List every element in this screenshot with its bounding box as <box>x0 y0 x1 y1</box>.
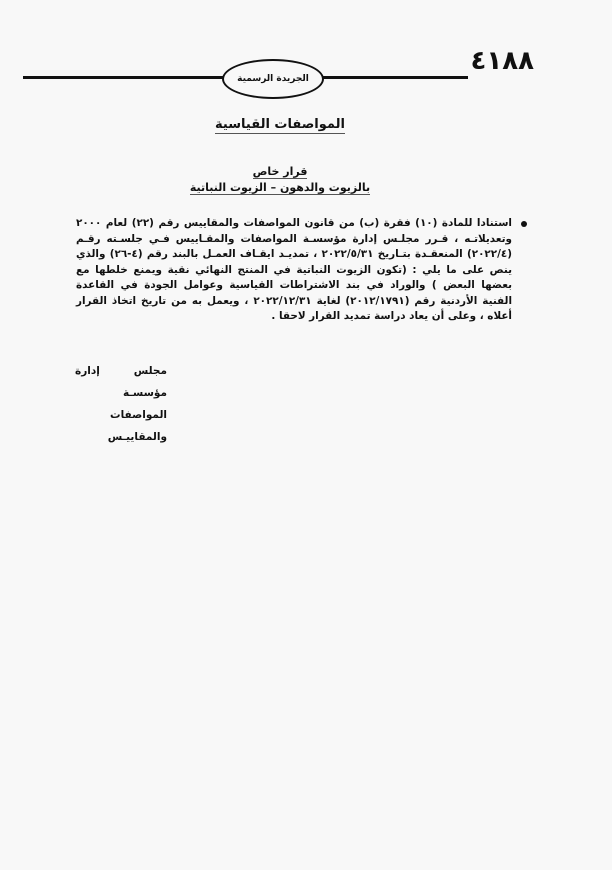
signature-line-2: المواصفات والمقاييـس <box>107 409 167 443</box>
gazette-label-oval <box>222 59 324 99</box>
decision-heading <box>0 164 560 196</box>
bullet-icon <box>521 221 527 227</box>
decision-subtitle: بالزيوت والدهون – الزيوت النباتية <box>189 181 371 194</box>
decision-paragraph: استنادا للمادة (١٠) فقرة (ب) من قانون المواصفات والمقاييس رقم (٢٢) لعام ٢٠٠٠ وتعديلاتـه ، قـرر مجلـس إدارة مؤسسـة المواصفات والمقـاييس فـي جلسـته رقـم (٢٠٢٢/٤) المنعقـدة بتـاريخ ٢٠٢٢/٥/٣١ ، تمديـد ايقـاف العمـل بالبند رقم (٤-٢٦) والذي ينص على ما يلي : (تكون الزيوت النباتية في المنتج النهائي نقية ويمنع خلطها مع بعضها البعض ) والوراد في بند الاشتراطات القياسية وعوامل الجودة في القاعدة الفنية الأردنية رقم (٢٠١٢/١٧٩١) لغاية ٢٠٢٢/١٢/٣١ ، ويعمل به من تاريخ اتخاذ القرار أعلاه ، وعلى أن يعاد دراسة تمديد القرار لاحقا . <box>76 217 513 322</box>
signature-block <box>75 360 167 448</box>
section-title: المواصفات القياسية <box>215 117 345 132</box>
decision-body <box>76 216 512 325</box>
page-number: ٤١٨٨ <box>470 46 534 76</box>
gazette-label: الجريدة الرسمية <box>237 74 309 84</box>
section-title-block <box>0 113 560 132</box>
decision-title: قرار خاص <box>252 165 308 178</box>
signature-line-1: مجلس إدارة مؤسسـة <box>75 365 167 399</box>
